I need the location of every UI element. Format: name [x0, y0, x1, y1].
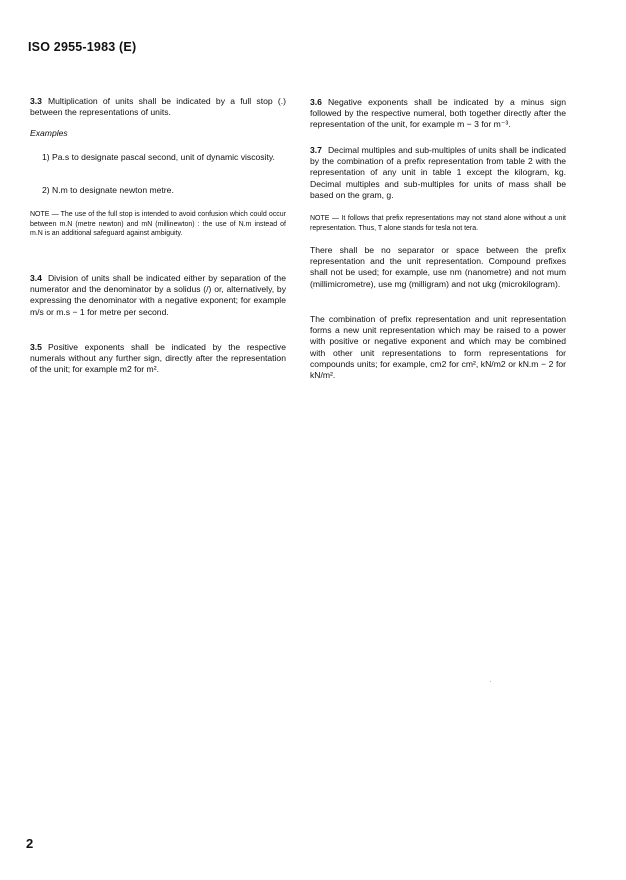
clause-text: Division of units shall be indicated either by separation of the numerator and the denominator by a solidus (/) or, alternatively, by expressing the denominator with a negative exponent; for example m/s or m.s − 1 for metre per second. — [30, 273, 286, 317]
examples-heading: Examples — [30, 128, 68, 138]
note-full-stop: NOTE — The use of the full stop is intended to avoid confusion which could occur between m.N (metre newton) and mN (millinewton) : the use of N.m instead of m.N is an additional safeguard against ambiguity. — [30, 211, 286, 238]
scan-speck — [490, 681, 491, 682]
clause-number: 3.6 — [310, 97, 322, 107]
clause-3-6 — [310, 97, 566, 131]
clause-number: 3.5 — [30, 342, 42, 352]
note-prefix: NOTE — It follows that prefix representations may not stand alone without a unit representation. Thus, T alone stands for tesla not tera. — [310, 215, 566, 232]
document-header: ISO 2955-1983 (E) — [28, 40, 137, 54]
clause-text: Negative exponents shall be indicated by a minus sign followed by the respective numeral, both together directly after the representation of the unit, for example m − 3 for m⁻³. — [310, 97, 566, 130]
clause-text: Decimal multiples and sub-multiples of units shall be indicated by the combination of a prefix representation from table 2 with the representation of any unit in table 1 except the kilogram, kg. Decimal multiples and sub-multiples for units of mass shall be based on the gram, g. — [310, 145, 566, 200]
clause-3-5 — [30, 342, 286, 376]
clause-number: 3.7 — [310, 145, 322, 155]
clause-text: Positive exponents shall be indicated by the respective numerals without any further sign, directly after the representation of the unit; for example m2 for m². — [30, 342, 286, 375]
example-1: 1) Pa.s to designate pascal second, unit of dynamic viscosity. — [42, 152, 275, 162]
clause-number: 3.4 — [30, 273, 42, 283]
clause-3-7 — [310, 145, 566, 201]
clause-text: Multiplication of units shall be indicated by a full stop (.) between the representations of units. — [30, 96, 286, 118]
page-number: 2 — [26, 836, 34, 851]
clause-3-3 — [30, 96, 286, 118]
paragraph-no-separator: There shall be no separator or space between the prefix representation and the unit representation. Compound prefixes shall not be used; for example, use nm (nanometre) and not mum (millimicrometre), use mg (milligram) and not ukg (microkilogram). — [310, 245, 566, 289]
clause-number: 3.3 — [30, 96, 42, 106]
clause-3-4 — [30, 273, 286, 318]
paragraph-combination: The combination of prefix representation and unit representation forms a new unit representation which may be raised to a power with positive or negative exponent and which may be combined with other unit representations to form representations for compounds units; for example, cm2 for cm², kN/m2 or kN.m − 2 for kN/m². — [310, 314, 566, 381]
example-2: 2) N.m to designate newton metre. — [42, 185, 174, 195]
